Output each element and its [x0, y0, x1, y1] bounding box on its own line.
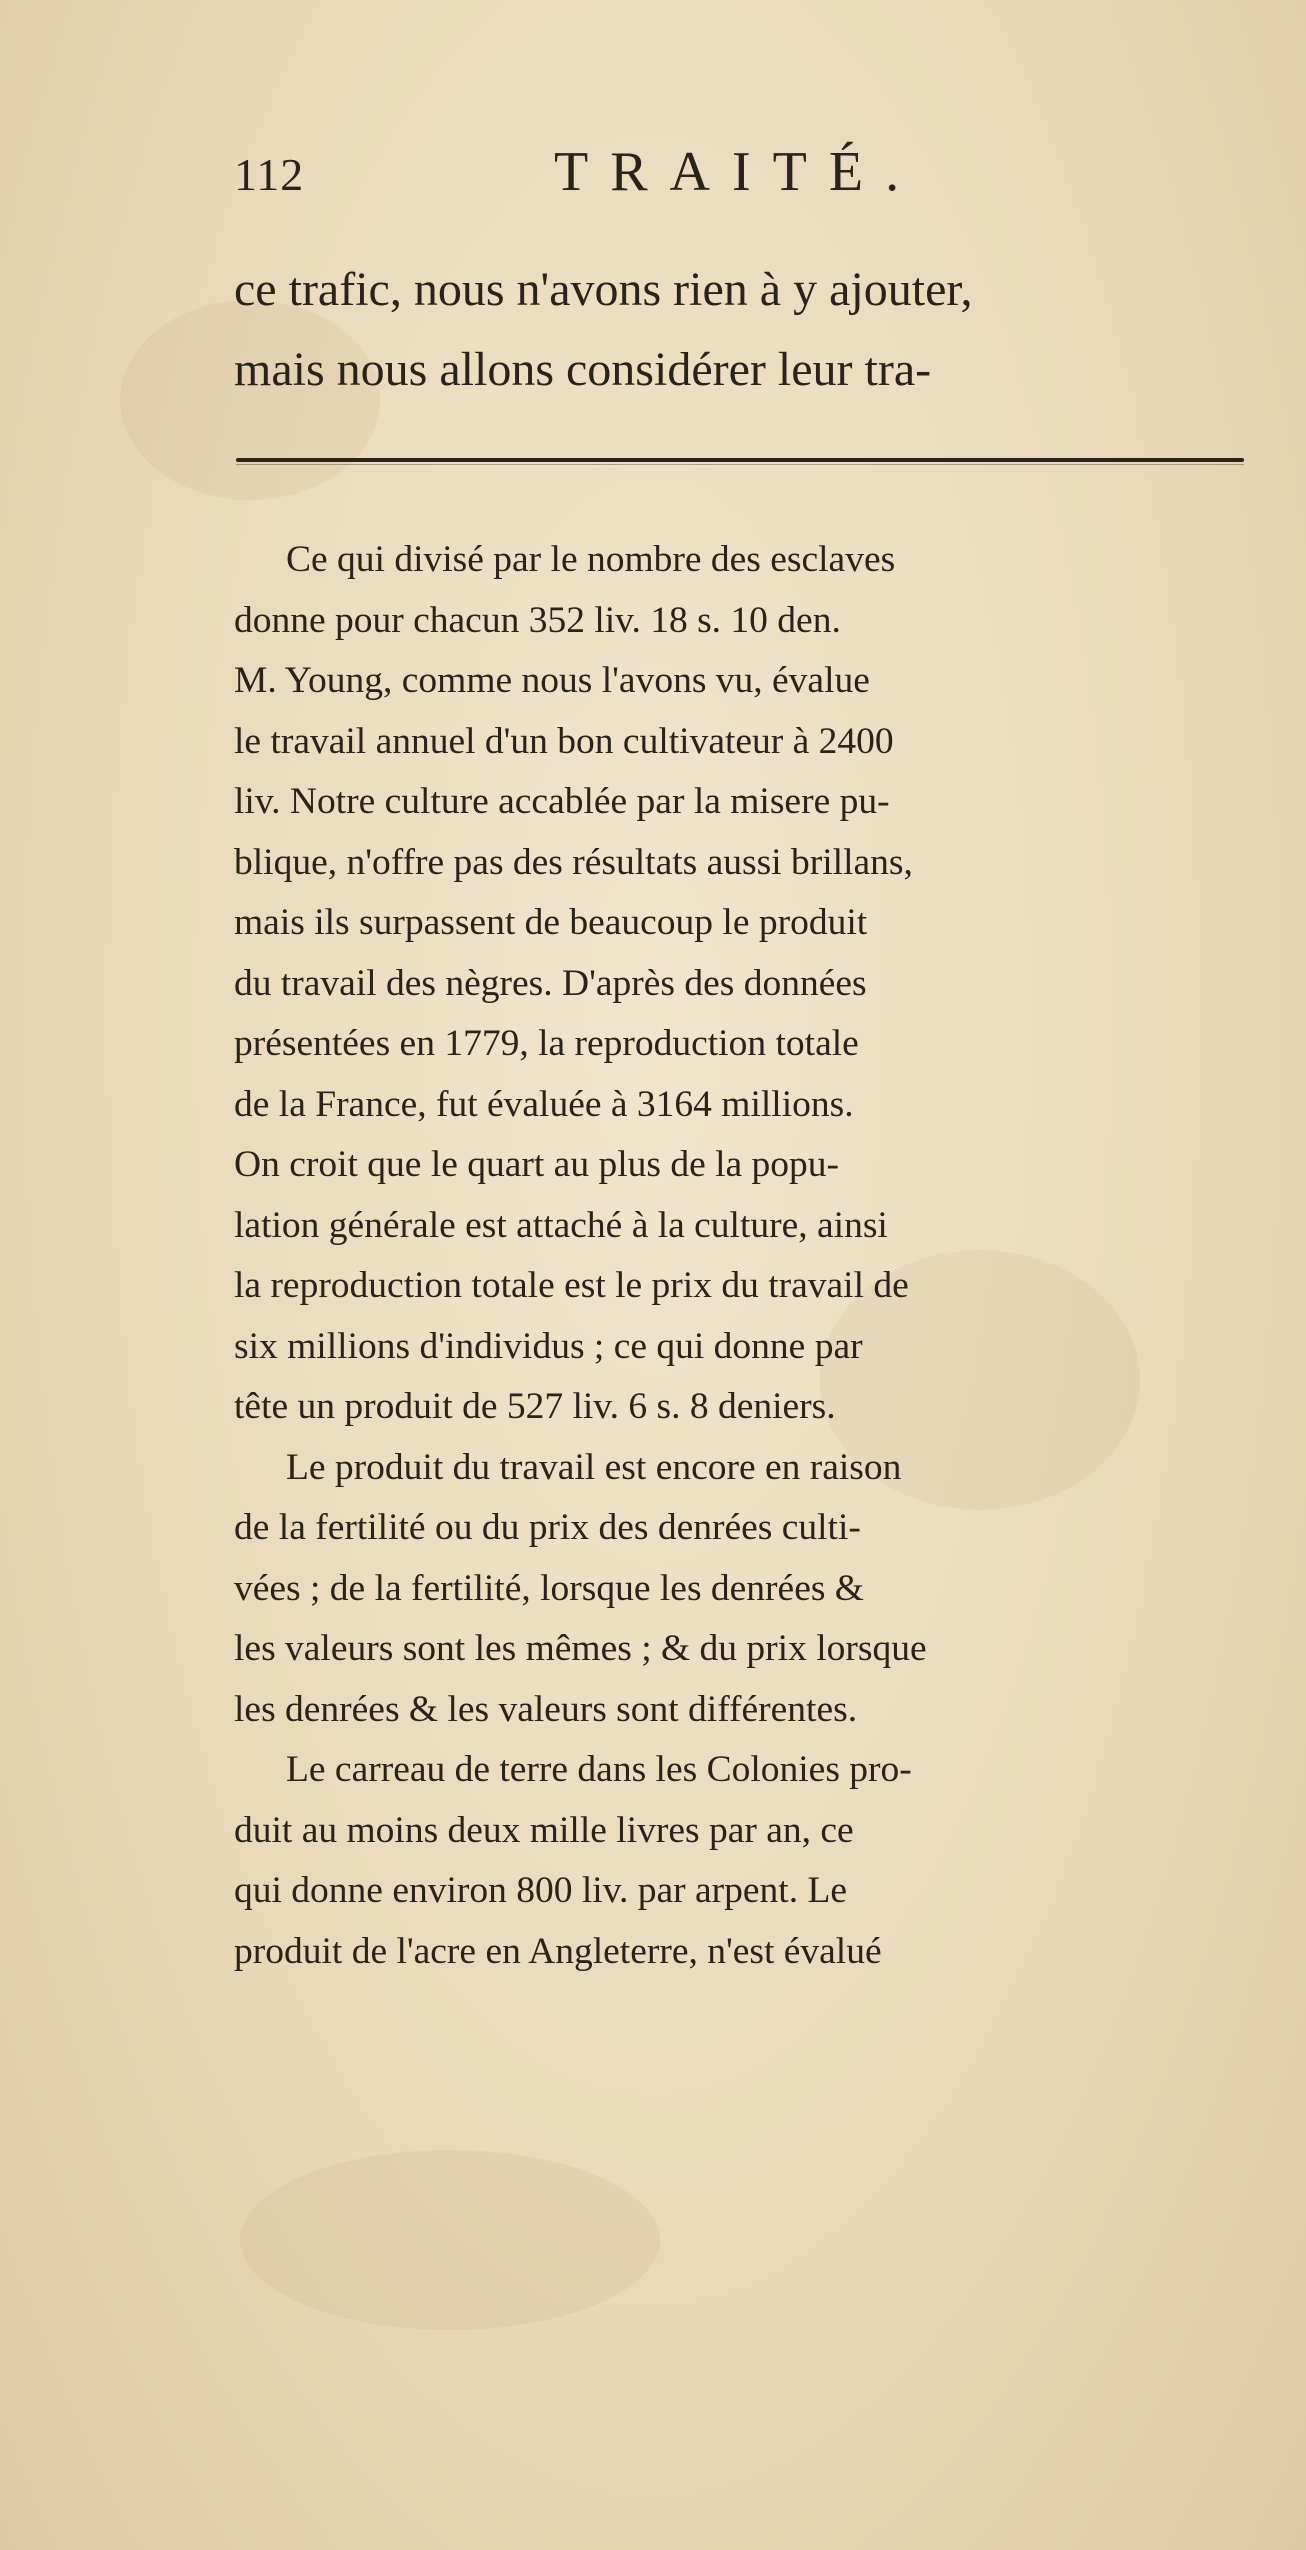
footnote-line: du travail des nègres. D'après des données: [234, 962, 867, 1004]
footnote-line: liv. Notre culture accablée par la misere pu-: [234, 781, 890, 822]
footnote-line: Le produit du travail est encore en raison: [286, 1446, 902, 1488]
footnote-line: les valeurs sont les mêmes ; & du prix lorsque: [234, 1628, 927, 1669]
footnote-line: le travail annuel d'un bon cultivateur à 2400: [234, 720, 894, 762]
footnote-line: mais ils surpassent de beaucoup le produit: [234, 902, 868, 943]
footnote-line: qui donne environ 800 liv. par arpent. Le: [234, 1870, 848, 1911]
main-text-block: [234, 250, 1244, 410]
page-number: 112: [234, 149, 305, 200]
footnote-line: les denrées & les valeurs sont différentes.: [234, 1688, 858, 1730]
footnote-line: lation générale est attaché à la culture, ainsi: [234, 1204, 888, 1246]
footnote-line: tête un produit de 527 liv. 6 s. 8 deniers.: [234, 1386, 836, 1427]
footnote-line: Ce qui divisé par le nombre des esclaves: [286, 539, 896, 580]
footnote-line: la reproduction totale est le prix du travail de: [234, 1265, 909, 1306]
main-text-line: ce trafic, nous n'avons rien à y ajouter,: [234, 263, 973, 316]
footnote-line: vées ; de la fertilité, lorsque les denrées &: [234, 1567, 864, 1609]
running-title: TRAITÉ.: [554, 141, 922, 203]
footnote-line: donne pour chacun 352 liv. 18 s. 10 den.: [234, 599, 841, 641]
footnote-line: produit de l'acre en Angleterre, n'est évalué: [234, 1930, 882, 1972]
footnote-line: duit au moins deux mille livres par an, ce: [234, 1809, 854, 1851]
footnote-line: blique, n'offre pas des résultats aussi brillans,: [234, 841, 913, 883]
footnote-block: [234, 530, 1244, 1982]
footnote-line: Le carreau de terre dans les Colonies pro-: [286, 1749, 912, 1790]
paper-stain: [240, 2150, 660, 2330]
footnote-line: On croit que le quart au plus de la popu-: [234, 1144, 840, 1185]
footnote-line: présentées en 1779, la reproduction totale: [234, 1023, 859, 1064]
footnote-line: de la fertilité ou du prix des denrées culti-: [234, 1507, 861, 1548]
footnote-separator-rule: [236, 458, 1244, 462]
footnote-line: six millions d'individus ; ce qui donne par: [234, 1325, 863, 1367]
footnote-line: M. Young, comme nous l'avons vu, évalue: [234, 660, 870, 701]
main-text-line: mais nous allons considérer leur tra-: [234, 343, 932, 396]
page-header: [234, 140, 974, 210]
footnote-line: de la France, fut évaluée à 3164 millions.: [234, 1083, 854, 1125]
